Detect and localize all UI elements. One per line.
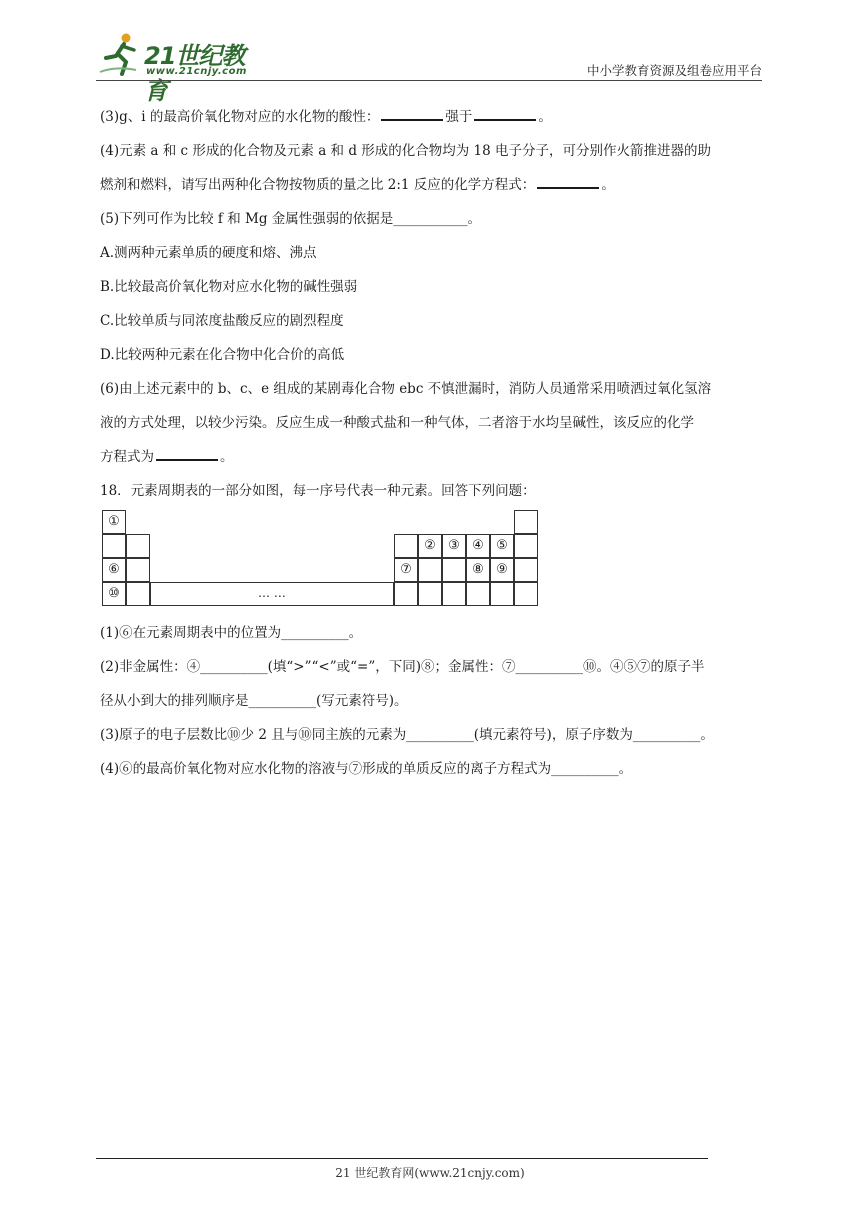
- element-cell-1: ①: [102, 510, 126, 534]
- option-c: C.比较单质与同浓度盐酸反应的剧烈程度: [100, 313, 344, 329]
- element-cell-empty: [514, 558, 538, 582]
- answer-blank[interactable]: [537, 174, 599, 189]
- q18-title: 18．元素周期表的一部分如图，每一序号代表一种元素。回答下列问题：: [100, 483, 536, 499]
- element-cell-3: ③: [442, 534, 466, 558]
- answer-blank[interactable]: [381, 106, 443, 121]
- element-cell-empty: [490, 582, 514, 606]
- header-divider: [96, 80, 762, 81]
- periodic-table-fragment: [102, 510, 539, 609]
- document-body: [100, 100, 762, 508]
- element-cell-5: ⑤: [490, 534, 514, 558]
- q18-sub4: (4)⑥的最高价氧化物对应水化物的溶液与⑦形成的单质反应的离子方程式为__________。: [100, 761, 633, 777]
- q17-part6-line3: 方程式为 。: [100, 440, 762, 474]
- element-cell-empty: [126, 534, 150, 558]
- element-cell-empty: [126, 558, 150, 582]
- element-cell-7: ⑦: [394, 558, 418, 582]
- q17-part6-line2: 液的方式处理，以较少污染。反应生成一种酸式盐和一种气体，二者溶于水均呈碱性，该反应的化学: [100, 415, 694, 431]
- q18-sub2-line2: 径从小到大的排列顺序是__________(写元素符号)。: [100, 693, 408, 709]
- element-cell-8: ⑧: [466, 558, 490, 582]
- element-cell-4: ④: [466, 534, 490, 558]
- element-cell-empty: [418, 582, 442, 606]
- brand-name: 21世纪教育: [144, 42, 245, 105]
- element-cell-empty: [466, 582, 490, 606]
- footer-divider: [96, 1158, 708, 1159]
- option-b: B.比较最高价氧化物对应水化物的碱性强弱: [100, 279, 358, 295]
- element-cell-empty: [514, 510, 538, 534]
- q17-part4-line2: 燃剂和燃料，请写出两种化合物按物质的量之比 2:1 反应的化学方程式： 。: [100, 168, 762, 202]
- brand-url: www.21cnjy.com: [146, 66, 247, 77]
- q18-sub2-line1: (2)非金属性：④__________(填“>”“<”或“=”，下同)⑧；金属性：⑦__________⑩。④⑤⑦的原子半: [100, 659, 705, 675]
- runner-logo-icon: [96, 32, 142, 78]
- q18-sub1: (1)⑥在元素周期表中的位置为__________。: [100, 625, 363, 641]
- element-cell-empty: [442, 558, 466, 582]
- element-cell-empty: [126, 582, 150, 606]
- option-a: A.测两种元素单质的硬度和熔、沸点: [100, 245, 317, 261]
- element-cell-empty: [418, 558, 442, 582]
- element-cell-6: ⑥: [102, 558, 126, 582]
- element-cell-empty: [514, 582, 538, 606]
- option-d: D.比较两种元素在化合物中化合价的高低: [100, 347, 345, 363]
- element-cell-empty: [102, 534, 126, 558]
- q17-part5: (5)下列可作为比较 f 和 Mg 金属性强弱的依据是___________。: [100, 211, 481, 227]
- q18-sub3: (3)原子的电子层数比⑩少 2 且与⑩同主族的元素为__________(填元素符号)，原子序数为__________。: [100, 727, 714, 743]
- element-cell-10: ⑩: [102, 582, 126, 606]
- answer-blank[interactable]: [474, 106, 536, 121]
- answer-blank[interactable]: [156, 446, 218, 461]
- q18-questions: [100, 616, 762, 786]
- site-logo[interactable]: [96, 32, 266, 105]
- q17-part4-line1: (4)元素 a 和 c 形成的化合物及元素 a 和 d 形成的化合物均为 18 电子分子，可分别作火箭推进器的助: [100, 143, 712, 159]
- page-footer[interactable]: 21 世纪教育网(www.21cnjy.com): [335, 1166, 525, 1180]
- page-header: [96, 30, 762, 105]
- element-cell-2: ②: [418, 534, 442, 558]
- q17-part6-line1: (6)由上述元素中的 b、c、e 组成的某剧毒化合物 ebc 不慎泄漏时，消防人员通常采用喷洒过氧化氢溶: [100, 381, 712, 397]
- element-cell-9: ⑨: [490, 558, 514, 582]
- element-cell-empty: [394, 582, 418, 606]
- header-tagline: 中小学教育资源及组卷应用平台: [586, 63, 762, 78]
- element-cell-empty: [394, 534, 418, 558]
- element-cell-empty: [442, 582, 466, 606]
- element-cell-empty: [514, 534, 538, 558]
- q17-part3: (3)g、i 的最高价氧化物对应的水化物的酸性： 强于 。: [100, 100, 762, 134]
- ellipsis: … …: [258, 586, 286, 600]
